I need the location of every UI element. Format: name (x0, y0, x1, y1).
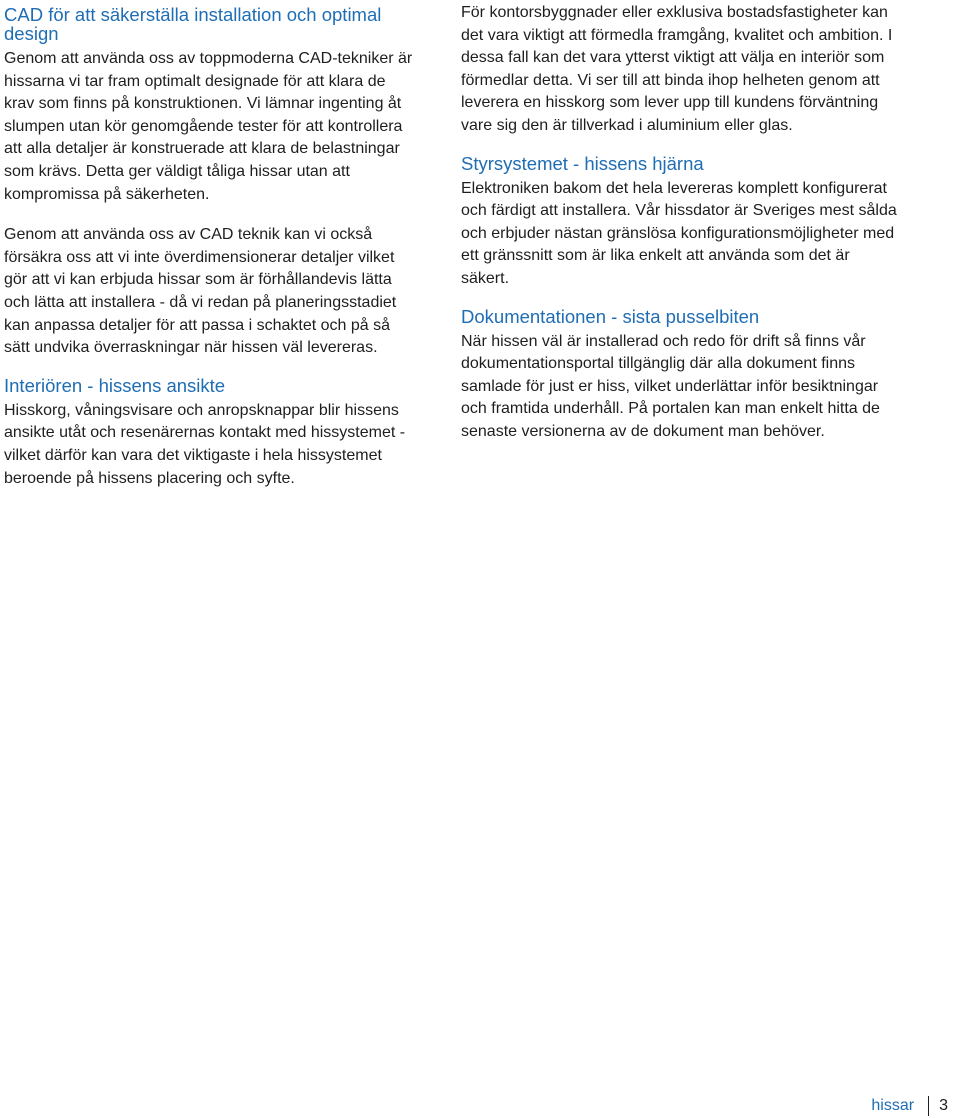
page-number: 3 (939, 1097, 948, 1114)
paragraph-cad-intro: Genom att använda oss av toppmoderna CAD-tekniker är hissarna vi tar fram optimalt designade för att klara de krav som finns på konstruktionen. Vi lämnar ingenting åt slumpen utan kör genomgående tester för att kontrollera att alla detaljer är konstruerade att klara de belastningar som krävs. Detta ger väldigt tåliga hissar utan att kompromissa på säkerheten. (4, 50, 413, 203)
heading-documentation: Dokumentationen - sista pusselbiten (461, 305, 760, 327)
left-column (4, 0, 416, 490)
page-footer (871, 1096, 948, 1116)
paragraph-control-system: Elektroniken bakom det hela levereras komplett konfigurerat och färdigt att installera. Vår hissdator är Sveriges mest sålda och erbjuder nästan gränslösa konfigurationsmöjligheter med ett gränssnitt som är lika enkelt att använda som det är säkert. (461, 179, 897, 287)
paragraph-documentation: När hissen väl är installerad och redo för drift så finns vår dokumentationsportal tillgänglig där alla dokument finns samlade för just er hiss, vilket underlättar inför besiktningar och framtida underhåll. På portalen kan man enkelt hitta de senaste versionerna av de dokument man behöver. (461, 332, 880, 440)
heading-control-system: Styrsystemet - hissens hjärna (461, 152, 704, 174)
heading-cad: CAD för att säkerställa installation och optimal design (4, 4, 382, 44)
heading-interior: Interiören - hissens ansikte (4, 374, 226, 396)
footer-divider (928, 1096, 929, 1116)
right-column (461, 0, 901, 444)
paragraph-interior-continued: För kontorsbyggnader eller exklusiva bostadsfastigheter kan det vara viktigt att förmedla framgång, kvalitet och ambition. I dessa fall kan det vara ytterst viktigt att välja en interiör som förmedlar detta. Vi ser till att binda ihop helheten genom att leverera en hisskorg som lever upp till kundens förväntning vare sig den är tillverkad i aluminium eller glas. (461, 4, 893, 134)
paragraph-interior: Hisskorg, våningsvisare och anropsknappar blir hissens ansikte utåt och resenärernas kontakt med hissystemet - vilket därför kan vara det viktigaste i hela hissystemet beroende på hissens placering och syfte. (4, 401, 406, 487)
paragraph-cad-details: Genom att använda oss av CAD teknik kan vi också försäkra oss att vi inte överdimensionerar detaljer vilket gör att vi kan erbjuda hissar som är förhållandevis lätta och lätta att installera - då vi redan på planeringsstadiet kan anpassa detaljer för att passa i schaktet och på så sätt undvika överraskningar när hissen väl levereras. (4, 226, 397, 357)
footer-label: hissar (871, 1097, 915, 1114)
